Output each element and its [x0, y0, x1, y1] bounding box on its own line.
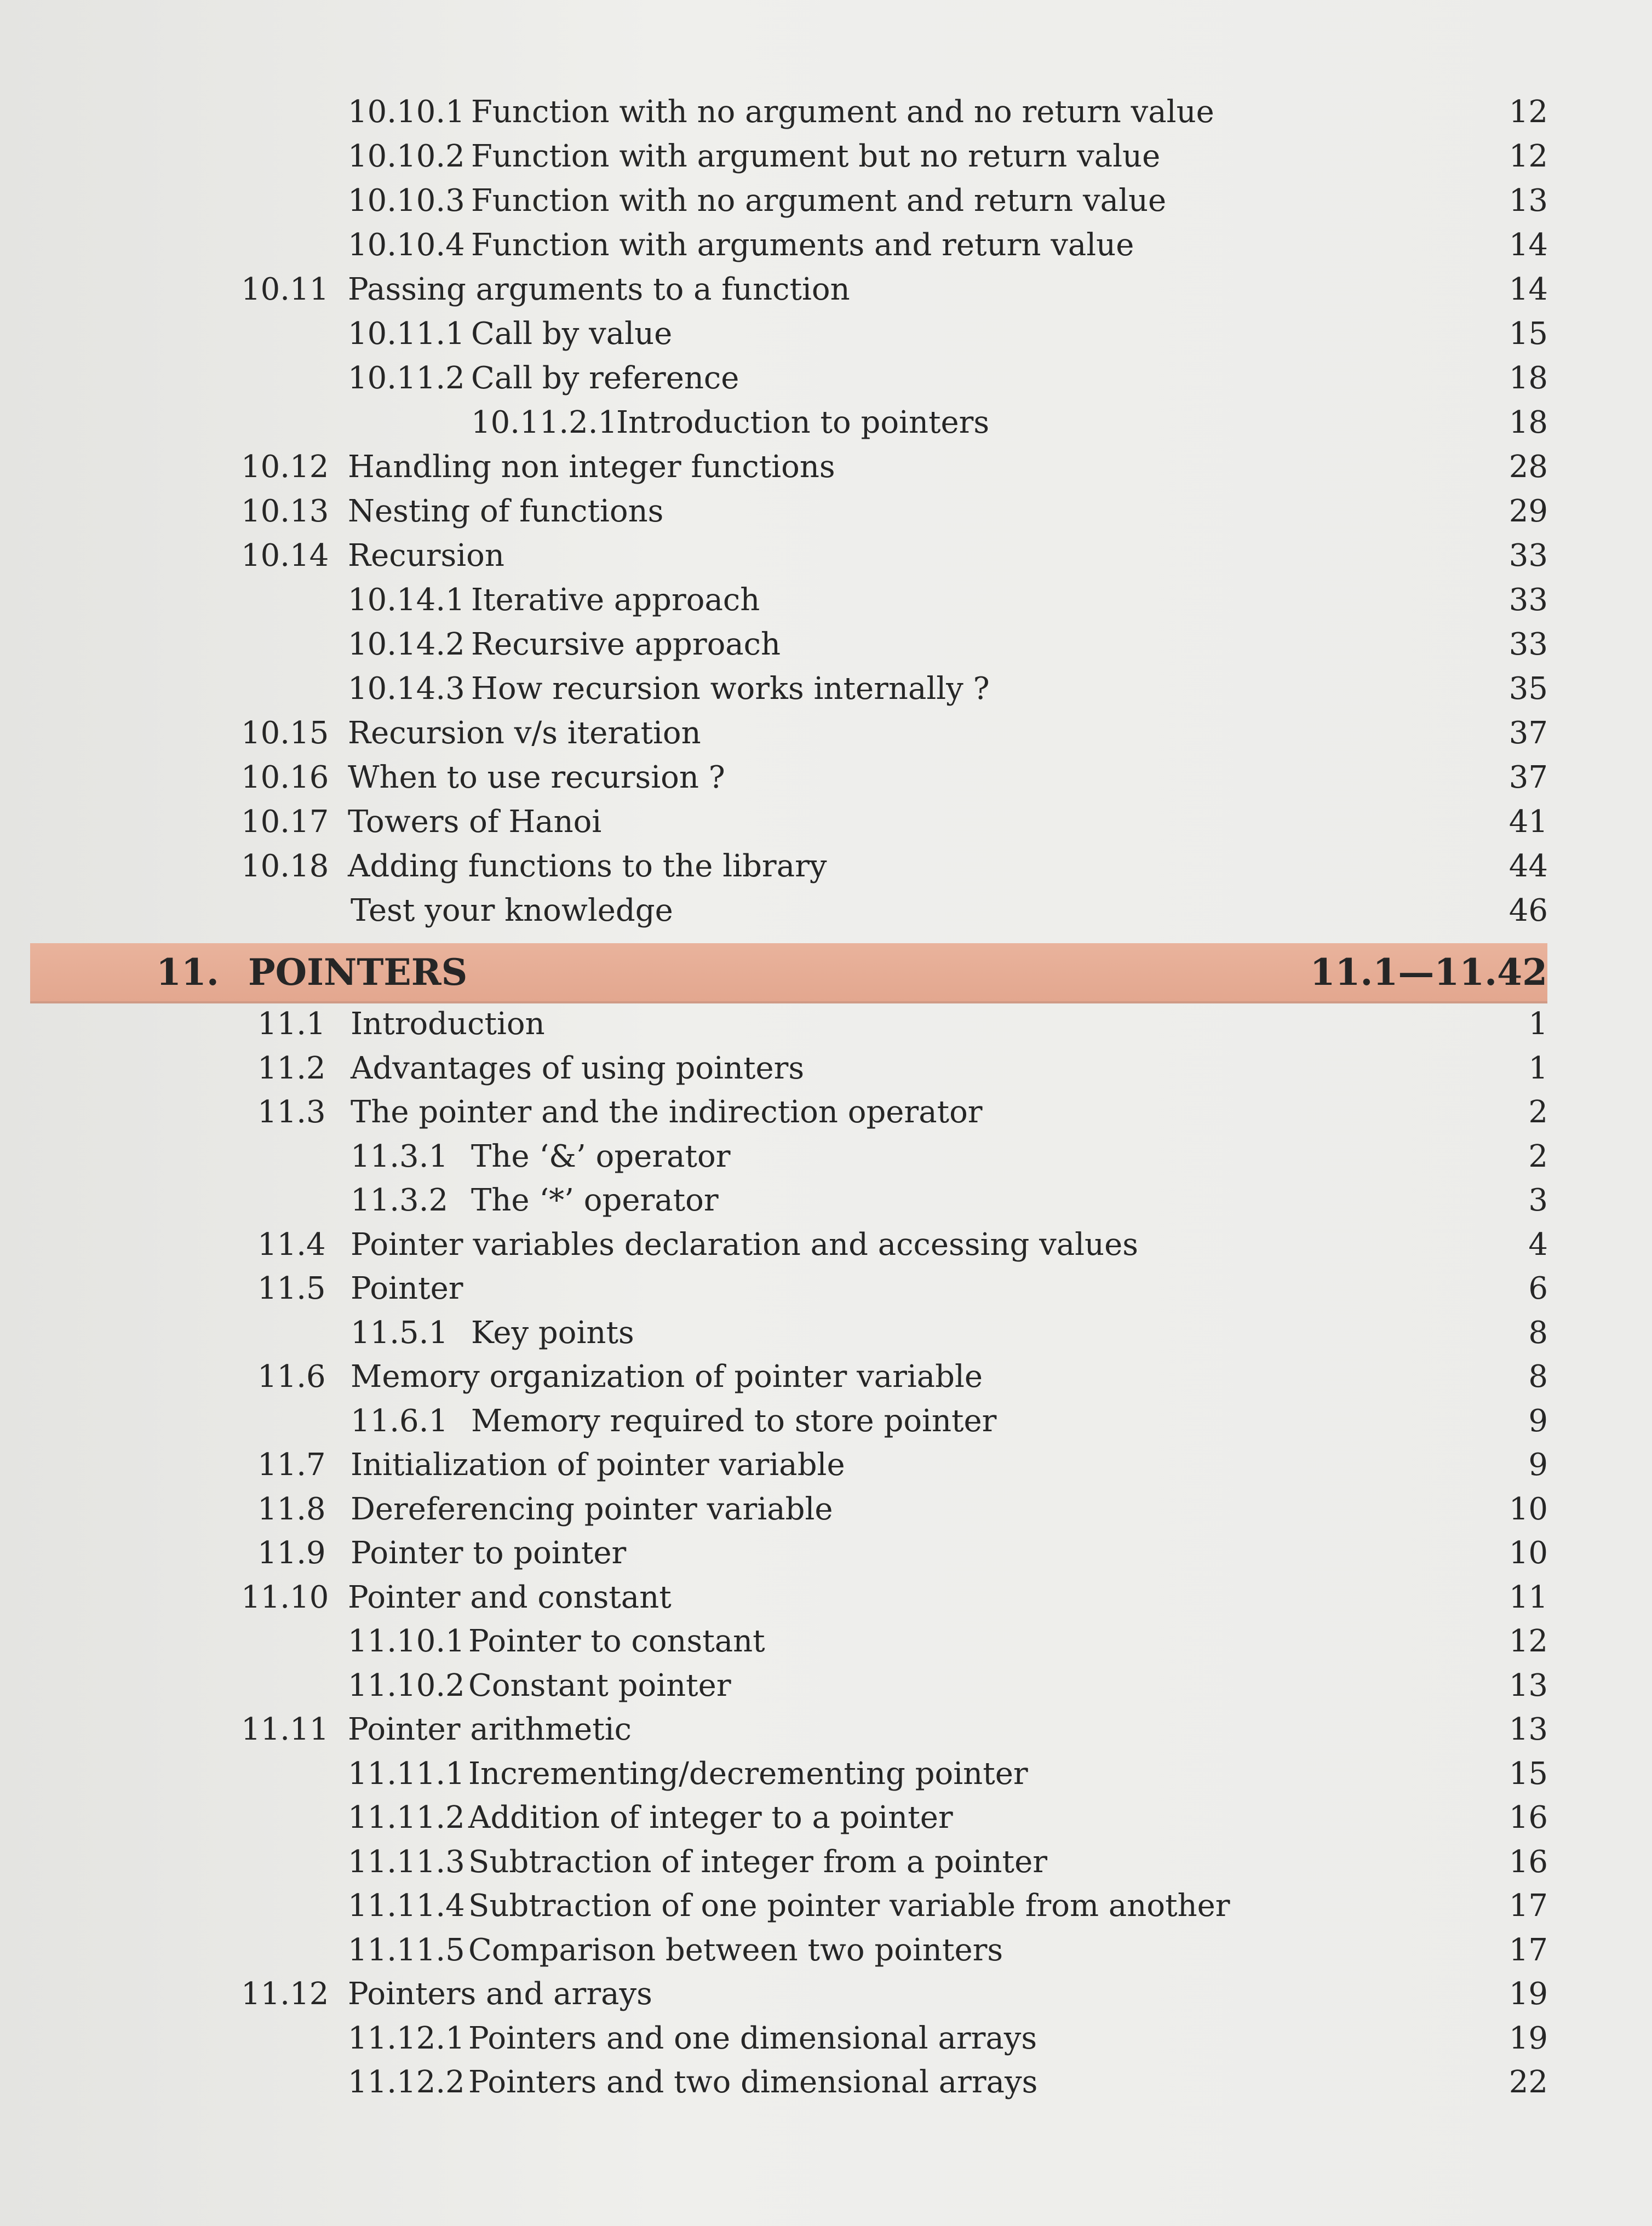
toc-entry — [0, 135, 1652, 179]
toc-entry-page: 13 — [1508, 1667, 1548, 1703]
toc-entry-number: 11.8 — [257, 1491, 326, 1527]
toc-entry — [0, 268, 1652, 312]
chapter-page-range: 11.1—11.42 — [1310, 951, 1547, 994]
toc-entry — [0, 1708, 1652, 1752]
toc-entry — [0, 845, 1652, 888]
toc-entry — [0, 1223, 1652, 1267]
toc-entry-number: 10.11 — [241, 272, 329, 307]
toc-entry-page: 8 — [1528, 1315, 1548, 1351]
toc-entry — [0, 800, 1652, 844]
toc-entry-title: Memory required to store pointer — [471, 1403, 997, 1439]
toc-entry — [0, 1091, 1652, 1134]
toc-entry — [0, 1355, 1652, 1399]
toc-entry-page: 18 — [1508, 405, 1548, 440]
toc-entry-number: 11.5 — [257, 1271, 326, 1306]
toc-entry-title: Adding functions to the library — [348, 848, 827, 884]
toc-entry — [0, 90, 1652, 134]
toc-entry-number: 10.14.3 — [348, 671, 465, 707]
toc-entry-number: 11.11.3 — [348, 1844, 465, 1880]
toc-entry-title: Pointer to constant — [468, 1623, 765, 1659]
toc-entry-page: 22 — [1508, 2064, 1548, 2100]
toc-entry-number: 11.12 — [241, 1976, 329, 2012]
toc-entry-page: 16 — [1508, 1800, 1548, 1835]
toc-entry-title: Pointer to pointer — [351, 1535, 627, 1571]
toc-entry-title: Call by value — [471, 316, 673, 352]
toc-entry-title: The ‘*’ operator — [471, 1183, 719, 1218]
toc-entry-number: 11.5.1 — [351, 1315, 449, 1351]
toc-entry-page: 29 — [1508, 494, 1548, 529]
toc-entry-page: 10 — [1508, 1535, 1548, 1571]
toc-entry — [0, 1972, 1652, 2016]
toc-entry-page: 35 — [1508, 671, 1548, 707]
toc-entry-page: 18 — [1508, 360, 1548, 396]
toc-entry-page: 12 — [1508, 1623, 1548, 1659]
toc-entry-title: Subtraction of integer from a pointer — [468, 1844, 1047, 1880]
toc-entry-title: Constant pointer — [468, 1667, 731, 1703]
chapter-title: POINTERS — [248, 951, 468, 994]
toc-entry — [0, 1047, 1652, 1091]
toc-entry — [0, 1002, 1652, 1046]
toc-entry-number: 11.6 — [257, 1359, 326, 1395]
toc-entry-page: 1 — [1528, 1050, 1548, 1086]
toc-entry-page: 33 — [1508, 538, 1548, 573]
toc-entry-title: How recursion works internally ? — [471, 671, 990, 707]
toc-entry-page: 19 — [1508, 1976, 1548, 2012]
toc-entry-number: 10.10.2 — [348, 139, 465, 174]
toc-entry-page: 13 — [1508, 183, 1548, 219]
toc-entry — [0, 223, 1652, 267]
toc-entry-title: Pointers and arrays — [348, 1976, 652, 2012]
toc-entry-page: 44 — [1508, 848, 1548, 884]
toc-entry-title: Nesting of functions — [348, 494, 664, 529]
toc-entry-title: Introduction to pointers — [616, 405, 990, 440]
toc-entry-title: Recursion — [348, 538, 504, 573]
toc-entry-title: The pointer and the indirection operator — [351, 1094, 983, 1130]
toc-entry-title: Advantages of using pointers — [351, 1050, 805, 1086]
toc-entry — [0, 1929, 1652, 1972]
toc-entry-number: 11.11.5 — [348, 1932, 465, 1968]
toc-entry — [0, 312, 1652, 356]
chapter-number: 11. — [156, 951, 219, 994]
toc-entry-title: Pointer — [351, 1271, 463, 1306]
toc-entry-number: 10.12 — [241, 449, 329, 485]
toc-entry-title: When to use recursion ? — [348, 760, 725, 795]
toc-entry-page: 8 — [1528, 1359, 1548, 1395]
toc-entry — [0, 1179, 1652, 1223]
toc-entry-number: 11.9 — [257, 1535, 326, 1571]
toc-entry-title: Call by reference — [471, 360, 739, 396]
toc-entry-page: 4 — [1528, 1226, 1548, 1263]
toc-entry — [0, 1399, 1652, 1443]
toc-entry-page: 19 — [1508, 2020, 1548, 2056]
toc-entry-page: 41 — [1508, 804, 1548, 840]
toc-entry-number: 11.10.1 — [348, 1623, 465, 1659]
toc-entry — [0, 1840, 1652, 1884]
toc-entry-title: Dereferencing pointer variable — [351, 1491, 833, 1527]
toc-entry-number: 10.10.3 — [348, 183, 465, 219]
toc-entry-number: 10.14 — [241, 538, 329, 573]
toc-entry — [0, 445, 1652, 489]
toc-entry — [0, 1267, 1652, 1311]
toc-entry — [0, 578, 1652, 622]
toc-entry-title: Pointer and constant — [348, 1579, 672, 1615]
toc-entry — [0, 712, 1652, 755]
toc-entry-number: 11.3 — [257, 1094, 326, 1130]
toc-entry — [0, 756, 1652, 800]
toc-entry-number: 11.11 — [241, 1712, 329, 1747]
toc-entry-number: 11.11.2 — [348, 1800, 465, 1835]
toc-entry — [0, 1796, 1652, 1840]
toc-entry-page: 46 — [1508, 893, 1548, 928]
toc-entry-page: 37 — [1508, 760, 1548, 795]
toc-entry-number: 10.11.1 — [348, 316, 465, 352]
toc-entry-title: Function with arguments and return value — [471, 227, 1134, 263]
toc-entry-page: 17 — [1508, 1932, 1548, 1968]
toc-entry — [0, 2061, 1652, 2104]
toc-entry-number: 10.10.1 — [348, 94, 465, 130]
toc-entry-title: Function with no argument and no return value — [471, 94, 1214, 130]
toc-entry — [0, 2017, 1652, 2061]
toc-entry-title: Key points — [471, 1315, 634, 1351]
chapter-heading-band — [30, 943, 1547, 1003]
toc-entry-number: 10.16 — [241, 760, 329, 795]
toc-entry-number: 10.13 — [241, 494, 329, 529]
toc-entry-page: 33 — [1508, 582, 1548, 618]
toc-entry-number: 10.18 — [241, 848, 329, 884]
toc-entry-title: Pointers and two dimensional arrays — [468, 2064, 1038, 2100]
toc-entry-title: Passing arguments to a function — [348, 272, 850, 307]
toc-entry — [0, 1620, 1652, 1663]
toc-entry-page: 15 — [1508, 1755, 1548, 1792]
toc-entry — [0, 667, 1652, 711]
toc-entry-number: 10.14.1 — [348, 582, 465, 618]
toc-entry — [0, 1531, 1652, 1575]
toc-entry — [0, 1135, 1652, 1179]
toc-entry — [0, 889, 1652, 933]
toc-entry-page: 9 — [1528, 1447, 1548, 1483]
toc-entry-page: 16 — [1508, 1844, 1548, 1880]
toc-entry-number: 11.11.1 — [348, 1755, 465, 1792]
toc-entry-title: Comparison between two pointers — [468, 1932, 1003, 1968]
toc-entry-page: 12 — [1508, 94, 1548, 130]
toc-entry-page: 10 — [1508, 1491, 1548, 1527]
toc-entry-page: 17 — [1508, 1888, 1548, 1924]
toc-entry-number: 11.12.2 — [348, 2064, 465, 2100]
toc-entry-number: 11.7 — [257, 1447, 326, 1483]
toc-entry-page: 1 — [1528, 1006, 1548, 1042]
toc-entry-number: 11.3.2 — [351, 1183, 449, 1218]
toc-entry — [0, 1884, 1652, 1928]
toc-entry — [0, 534, 1652, 578]
toc-entry-number: 10.15 — [241, 715, 329, 751]
toc-entry-number: 11.11.4 — [348, 1888, 465, 1924]
toc-entry — [0, 1488, 1652, 1531]
toc-entry — [0, 1576, 1652, 1620]
toc-entry — [0, 357, 1652, 400]
toc-entry-page: 12 — [1508, 139, 1548, 174]
toc-entry-page: 14 — [1508, 272, 1548, 307]
toc-entry-title: Function with argument but no return value — [471, 139, 1161, 174]
toc-entry-page: 13 — [1508, 1712, 1548, 1747]
toc-entry — [0, 179, 1652, 223]
toc-entry-page: 15 — [1508, 316, 1548, 352]
toc-entry-title: Test your knowledge — [351, 893, 673, 928]
toc-entry-page: 28 — [1508, 449, 1548, 485]
toc-entry-title: Handling non integer functions — [348, 449, 835, 485]
toc-entry — [0, 401, 1652, 445]
toc-entry-title: Introduction — [351, 1006, 545, 1042]
toc-entry-title: Pointers and one dimensional arrays — [468, 2020, 1037, 2056]
toc-entry-number: 11.12.1 — [348, 2020, 465, 2056]
toc-entry — [0, 1752, 1652, 1796]
toc-entry — [0, 1664, 1652, 1708]
toc-entry-page: 14 — [1508, 227, 1548, 263]
toc-entry — [0, 623, 1652, 667]
toc-entry-title: Incrementing/decrementing pointer — [468, 1755, 1028, 1792]
toc-entry-number: 10.17 — [241, 804, 329, 840]
toc-entry-title: Memory organization of pointer variable — [351, 1359, 983, 1395]
toc-entry — [0, 490, 1652, 533]
toc-entry-number: 11.1 — [257, 1006, 326, 1042]
toc-entry-page: 2 — [1528, 1138, 1548, 1174]
toc-entry-number: 10.14.2 — [348, 627, 465, 662]
toc-entry-page: 33 — [1508, 627, 1548, 662]
toc-entry-number: 11.3.1 — [351, 1138, 449, 1174]
toc-entry-page: 11 — [1508, 1579, 1548, 1615]
toc-entry-number: 10.11.2 — [348, 360, 465, 396]
toc-entry-title: Pointer arithmetic — [348, 1712, 632, 1747]
toc-entry-title: Initialization of pointer variable — [351, 1447, 845, 1483]
toc-entry-page: 9 — [1528, 1403, 1548, 1439]
toc-entry-title: Recursive approach — [471, 627, 781, 662]
toc-entry-page: 3 — [1528, 1183, 1548, 1218]
toc-entry-title: The ‘&’ operator — [471, 1138, 731, 1174]
toc-entry-number: 11.2 — [257, 1050, 326, 1086]
toc-entry-title: Iterative approach — [471, 582, 760, 618]
toc-entry-number: 11.6.1 — [351, 1403, 449, 1439]
toc-entry-number: 10.11.2.1 — [471, 405, 618, 440]
toc-entry-number: 10.10.4 — [348, 227, 465, 263]
toc-entry-number: 11.10.2 — [348, 1667, 465, 1703]
toc-entry-page: 6 — [1528, 1271, 1548, 1306]
toc-entry — [0, 1311, 1652, 1355]
toc-entry-title: Recursion v/s iteration — [348, 715, 701, 751]
toc-entry-page: 2 — [1528, 1094, 1548, 1130]
toc-entry — [0, 1443, 1652, 1487]
toc-entry-title: Addition of integer to a pointer — [468, 1800, 953, 1835]
toc-entry-title: Function with no argument and return value — [471, 183, 1167, 219]
toc-entry-number: 11.10 — [241, 1579, 329, 1615]
toc-entry-title: Subtraction of one pointer variable from another — [468, 1888, 1230, 1924]
toc-entry-page: 37 — [1508, 715, 1548, 751]
toc-entry-title: Towers of Hanoi — [348, 804, 602, 840]
toc-entry-title: Pointer variables declaration and accessing values — [351, 1226, 1138, 1263]
toc-entry-number: 11.4 — [257, 1226, 326, 1263]
